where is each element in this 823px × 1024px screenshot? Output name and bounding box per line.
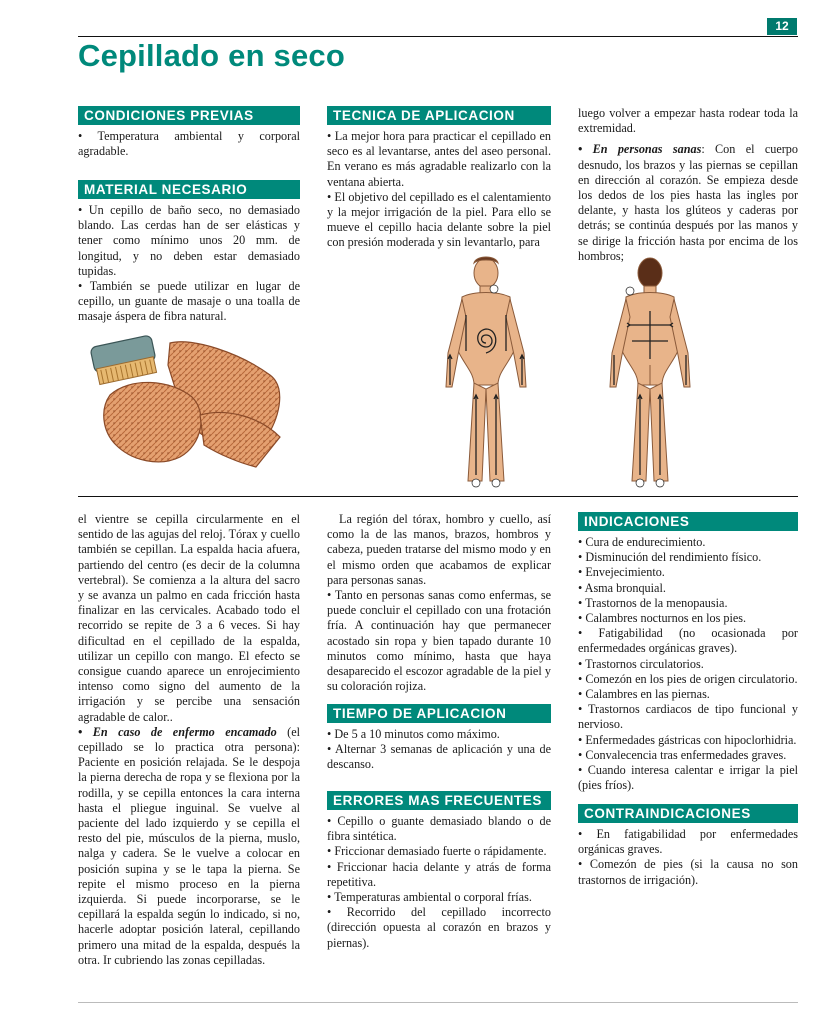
material-item: • También se puede utilizar en lugar de cepillo, un guante de masaje o una toalla de masaje áspera de fibra natural. [78,279,300,324]
tecnica-continuation [578,106,798,264]
indicaciones-item: • Calambres en las piernas. [578,687,710,702]
enfermo-encamado-paragraph [78,725,300,968]
front-body-diagram [436,255,536,491]
torax-text: La región del tórax, hombro y cuello, así como la de las manos, brazos, hombros y cabeza, pueden tratarse del mismo modo y en el mismo orden que acabamos de explicar para personas sanas. [327,512,551,587]
tecnica-cont-text: luego volver a empezar hasta rodear toda la extremidad. [578,106,798,136]
indicaciones-item: • Trastornos cardiacos de tipo funcional y nervioso. [578,702,798,732]
frotacion-text: • Tanto en personas sanas como enfermas, se puede concluir el cepillado con una frotación fría. A continuación hay que permanecer acostado sin ropa y bien tapado durante 10 minutos como mínimo, hasta que haya desaparecido el escozor agradable de la piel y su coloración rojiza. [327,588,551,694]
tecnica-item: • El objetivo del cepillado es el calentamiento y la mejor irrigación de la piel. Para ello se mueve el cepillo hacia delante sobre la piel con presión moderada y sin levantarlo, para [327,189,551,250]
tecnica-heading: TECNICA DE APLICACION [327,106,551,125]
back-body-diagram [600,255,700,491]
bottom-rule [78,1002,798,1003]
top-rule [78,36,798,37]
material-heading: MATERIAL NECESARIO [78,180,300,199]
brush-and-mitts-illustration [80,335,302,475]
indicaciones-section [578,512,798,793]
indicaciones-item: • Trastornos circulatorios. [578,656,704,671]
cepillado-cont-text: el vientre se cepilla circularmente en el sentido de las agujas del reloj. Tórax y cuello también se cepillan. La espalda hacia afuera, partiendo del centro (es decir de la columna vertebral). Se comienza a la altura del sacro y se avanza un palmo en cada fricción hasta finalizar en las cervicales. Acabado todo el recorrido se repite de 3 a 6 veces. Si hay dificultad en el cepillado de la espalda, utilizar un cepillo con mango. El efecto se consigue cuando aparece un enrojecimiento intenso como signo del aumento de la irrigación y se percibe una sensación agradable de calor.. [78,512,300,724]
personas-sanas-paragraph [578,142,798,264]
indicaciones-item: • Cuando interesa calentar e irrigar la piel (pies fríos). [578,763,798,793]
contraindicaciones-item: • En fatigabilidad por enfermedades orgánicas graves. [578,827,798,857]
indicaciones-item: • Calambres nocturnos en los pies. [578,611,747,626]
enfermo-encamado-text: (el cepillado se lo practica otra persona): Paciente en posición relajada. Se le despoja la pierna derecha de ropa y se flexiona por la rodilla, y se cepilla entonces la cara interna hasta el pliegue inguinal. Se vuelve al paciente del lado izquierdo y se cepilla el resto del pie, músculos de la pierna, muslo, nalga y cadera. Se le vuelve a colocar en posición supina y se le tapa la pierna. Se repite el mismo proceso en la pierna izquierda. Si puede incorporarse, se le cepillará la espalda según lo indicado, si no, hacerle adoptar posición lateral, cepillando primero una mitad de la espalda, después la otra. Ir cubriendo las zonas cepilladas. [78,724,300,967]
tiempo-section [327,704,551,773]
tecnica-section [327,106,551,251]
tiempo-item: • De 5 a 10 minutos como máximo. [327,727,500,741]
errores-item: • Friccionar demasiado fuerte o rápidamente. [327,844,547,859]
condiciones-section [78,106,300,159]
material-section [78,180,300,325]
indicaciones-item: • Enfermedades gástricas con hipoclorhidria. [578,732,797,747]
indicaciones-item: • Asma bronquial. [578,580,666,595]
contraindicaciones-section [578,804,798,888]
cepillado-continuation [78,512,300,968]
errores-item: • Recorrido del cepillado incorrecto (dirección opuesta al corazón en brazos y piernas). [327,905,551,950]
material-item: • Un cepillo de baño seco, no demasiado blando. Las cerdas han de ser elásticas y tener como mínimo unos 20 mm. de longitud, y no deben estar demasiado tupidas. [78,203,300,278]
errores-section [327,791,551,951]
tiempo-heading: TIEMPO DE APLICACION [327,704,551,723]
tecnica-item: • La mejor hora para practicar el cepillado en seco es al levantarse, antes del aseo personal. En verano es más agradable realizarlo con la ventana abierta. [327,129,551,189]
torax-section [327,512,551,694]
page-title: Cepillado en seco [78,38,345,73]
condiciones-heading: CONDICIONES PREVIAS [78,106,300,125]
indicaciones-item: • Cura de endurecimiento. [578,535,706,549]
contraindicaciones-heading: CONTRAINDICACIONES [578,804,798,823]
page-number: 12 [767,18,797,35]
errores-item: • Friccionar hacia delante y atrás de forma repetitiva. [327,859,551,889]
indicaciones-heading: INDICACIONES [578,512,798,531]
indicaciones-item: • Comezón en los pies de origen circulatorio. [578,671,798,686]
indicaciones-item: • Convalecencia tras enfermedades graves. [578,747,787,762]
errores-item: • Cepillo o guante demasiado blando o de fibra sintética. [327,814,551,844]
tiempo-item: • Alternar 3 semanas de aplicación y una de descanso. [327,742,551,772]
indicaciones-item: • Fatigabilidad (no ocasionada por enfermedades orgánicas graves). [578,626,798,656]
indicaciones-item: • Disminución del rendimiento físico. [578,550,762,565]
indicaciones-item: • Trastornos de la menopausia. [578,595,728,610]
condiciones-item: • Temperatura ambiental y corporal agradable. [78,129,300,159]
errores-item: • Temperaturas ambiental o corporal frías. [327,890,532,905]
indicaciones-item: • Envejecimiento. [578,565,665,580]
middle-rule [78,496,798,497]
errores-heading: ERRORES MAS FRECUENTES [327,791,551,810]
personas-sanas-text: : Con el cuerpo desnudo, los brazos y las piernas se cepillan en dirección al corazón. Se empieza desde los dedos de los pies hasta las ingles por delante, y hasta los glúteos y caderas por detrás; se continúa después por las manos y se dirige la fricción hasta por encima de los hombros; [578,142,798,263]
personas-sanas-label: • En personas sanas [578,142,702,157]
contraindicaciones-item: • Comezón de pies (si la causa no son trastornos de irrigación). [578,857,798,887]
enfermo-encamado-label: • En caso de enfermo encamado [78,724,277,739]
